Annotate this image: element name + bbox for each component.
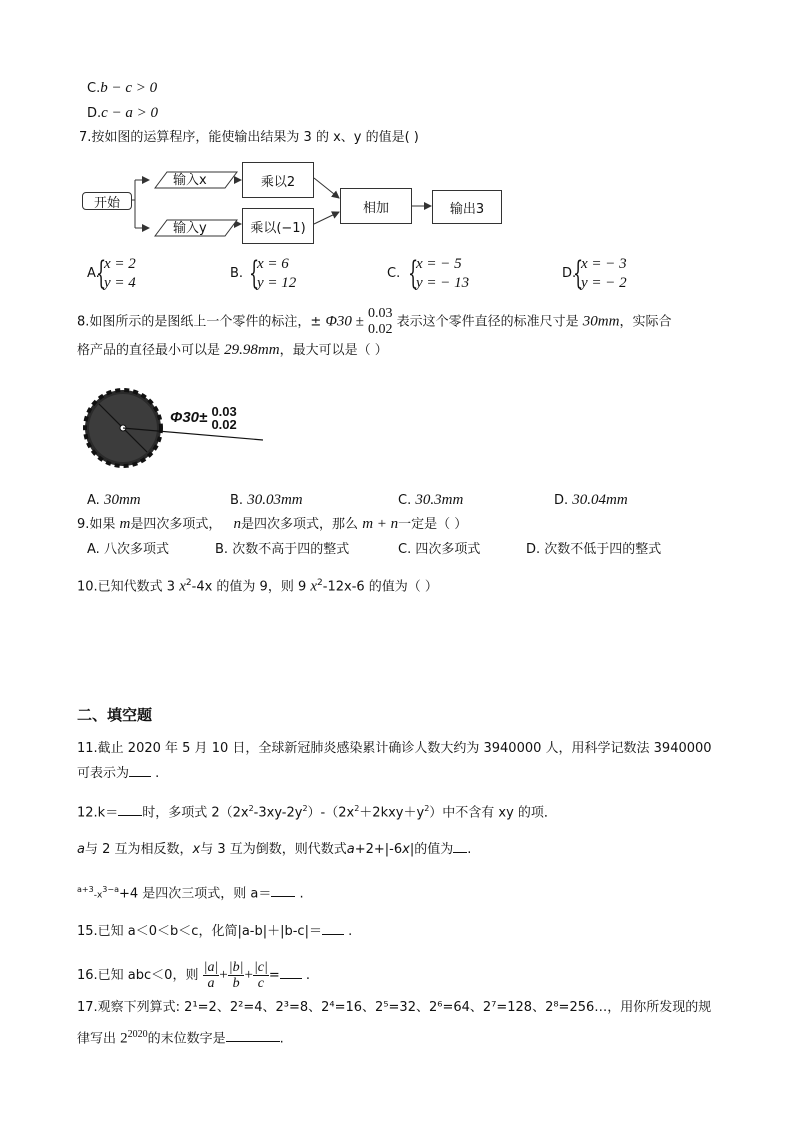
answer-blank[interactable]: [226, 1041, 280, 1042]
q6-option-d: [87, 105, 158, 122]
q9-option-b: B. 次数不高于四的整式: [215, 542, 350, 557]
answer-blank[interactable]: [280, 978, 302, 979]
option-expression: c − a > 0: [101, 105, 159, 121]
q7-option-a-label: A.: [87, 266, 100, 281]
fraction-a: $\frac{|a|}{a}$: [203, 960, 219, 991]
q17-line1: 17.观察下列算式: 2¹=2、2²=4、2³=8、2⁴=16、2⁵=32、2⁶=64、2⁷=128、2⁸=256…，用你所发现的规: [77, 1000, 712, 1015]
section-heading: 二、填空题: [77, 706, 153, 724]
flow-output: 输出3: [432, 190, 502, 224]
q8-option-c: C. 30.3mm: [398, 492, 464, 508]
q7-stem: 7.按如图的运算程序，能使输出结果为 3 的 x、y 的值是( ): [79, 130, 419, 145]
q17-line2: 律写出 $2^{2020}$的末位数字是 .: [77, 1029, 284, 1047]
flow-start: 开始: [82, 192, 132, 210]
q9-option-d: D. 次数不低于四的整式: [526, 542, 662, 557]
flow-multiply-2: 乘以2: [242, 162, 314, 198]
q8-option-d: D. 30.04mm: [554, 492, 628, 508]
flow-input-x: 输入x: [173, 173, 207, 188]
flow-multiply-neg1: 乘以(−1): [242, 208, 314, 244]
q9-option-c: C. 四次多项式: [398, 542, 481, 557]
answer-blank[interactable]: [271, 896, 295, 897]
q8-stem-line1: 8.如图所示的是图纸上一个零件的标注，± Φ30 ± 0.03 0.02 表示这个零件直径的标准尺寸是 30mm，实际合: [77, 306, 672, 337]
fraction-b: $\frac{|b|}{b}$: [228, 960, 244, 991]
answer-blank[interactable]: [118, 815, 142, 816]
q14-stem: $^{a+3}-x^{3-a}+4$ 是四次三项式，则 a＝ .: [77, 885, 304, 902]
q15-stem: 15.已知 a＜0＜b＜c，化简|a-b|＋|b-c|＝ .: [77, 924, 353, 939]
q12-stem: 12.k＝ 时，多项式 $2(2x^2-3xy-2y^2)-(2x^2+2kxy+y^2)$中不含有 xy 的项．: [77, 804, 557, 821]
option-expression: b − c > 0: [100, 80, 158, 96]
q9-option-a: A. 八次多项式: [87, 542, 169, 557]
q8-gear-figure: [78, 385, 278, 470]
q11-line1: 11.截止 2020 年 5 月 10 日，全球新冠肺炎感染累计确诊人数大约为 3940000 人，用科学记数法 3940000: [77, 741, 712, 756]
q7-option-c-label: C.: [387, 266, 401, 281]
q10-stem: 10.已知代数式 3 $x^2-4x$ 的值为 9，则 9 $x^2-12x-6$ 的值为（ ）: [77, 578, 438, 595]
flow-input-y: 输入y: [173, 221, 207, 236]
q9-stem: 9.如果 m是四次多项式， n是四次多项式，那么 m + n一定是（ ）: [77, 516, 468, 532]
tolerance: 0.03 0.02: [367, 306, 393, 337]
answer-blank[interactable]: [453, 852, 467, 853]
answer-blank[interactable]: [322, 934, 344, 935]
q11-line2: 可表示为 .: [77, 766, 160, 781]
option-label: D.: [87, 106, 102, 121]
fraction-c: $\frac{|c|}{c}$: [253, 960, 268, 991]
q6-option-c: [87, 80, 157, 97]
q8-stem-line2: 格产品的直径最小可以是 29.98mm，最大可以是（ ）: [77, 342, 388, 358]
option-label: C.: [87, 81, 101, 96]
gear-dimension-label: Φ30± 0.03 0.02: [170, 404, 237, 432]
q7-option-b-label: B.: [230, 266, 244, 281]
q7-option-d-label: D.: [562, 266, 577, 281]
q8-option-a: A. 30mm: [87, 492, 141, 508]
q16-stem: 16.已知 abc＜0，则 $\frac{|a|}{a}$ + $\frac{|b|}{b}$ + $\frac{|c|}{c}$ = .: [77, 960, 311, 991]
q8-option-b: B. 30.03mm: [230, 492, 303, 508]
q13-stem: a与 2 互为相反数，x与 3 互为倒数，则代数式a+2+|-6x|的值为 .: [77, 842, 472, 857]
flow-add: 相加: [340, 188, 412, 224]
answer-blank[interactable]: [129, 776, 151, 777]
q7-flowchart: [75, 158, 515, 248]
